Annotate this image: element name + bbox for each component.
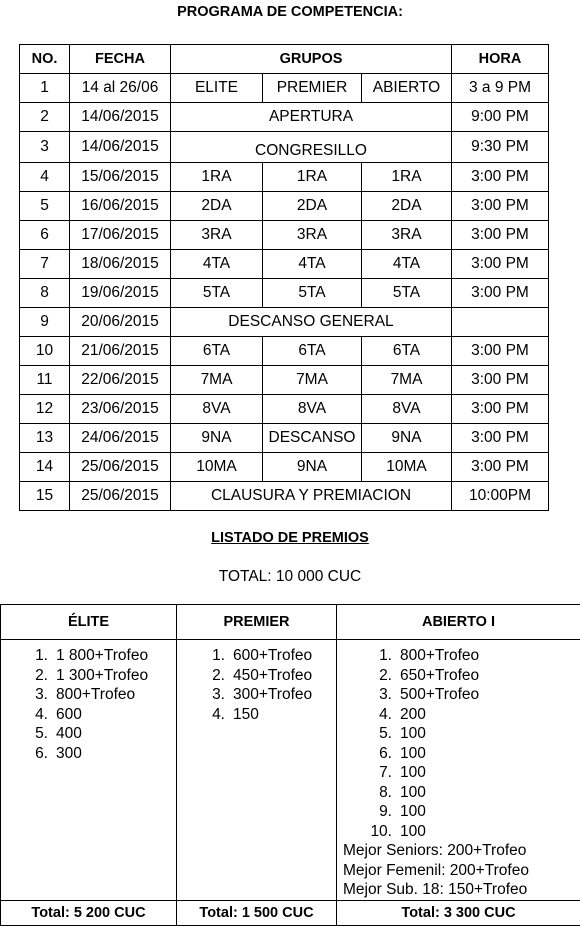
prize-total-premier: Total: 1 500 CUC xyxy=(177,900,337,925)
prize-value: 800+Trofeo xyxy=(400,647,479,664)
row-no: 9 xyxy=(20,308,70,337)
row-hora: 3 a 9 PM xyxy=(452,74,549,103)
prize-rank: 6. xyxy=(337,744,392,764)
schedule-row xyxy=(20,308,549,337)
header-no: NO. xyxy=(20,45,70,74)
row-hora: 3:00 PM xyxy=(452,424,549,453)
row-no: 13 xyxy=(20,424,70,453)
schedule-row xyxy=(20,192,549,221)
row-grupos-merged: CONGRESILLO xyxy=(171,132,452,163)
prize-rank: 3. xyxy=(177,685,225,705)
schedule-row xyxy=(20,74,549,103)
prize-rank: 10. xyxy=(337,822,392,842)
row-fecha: 18/06/2015 xyxy=(70,250,171,279)
row-grupo-premier: 4TA xyxy=(263,250,362,279)
row-grupo-premier: 8VA xyxy=(263,395,362,424)
row-fecha: 22/06/2015 xyxy=(70,366,171,395)
schedule-row xyxy=(20,482,549,511)
prize-rank: 4. xyxy=(1,705,48,725)
schedule-row xyxy=(20,163,549,192)
prize-rank: 9. xyxy=(337,802,392,822)
prize-rank: 2. xyxy=(337,666,392,686)
prize-value: 100 xyxy=(400,784,426,801)
row-hora: 9:30 PM xyxy=(452,132,549,163)
row-fecha: 23/06/2015 xyxy=(70,395,171,424)
prizes-table xyxy=(0,604,580,926)
prize-item xyxy=(337,705,580,725)
prize-rank: 1. xyxy=(337,646,392,666)
prize-rank: 8. xyxy=(337,783,392,803)
prize-list-elite xyxy=(1,640,177,901)
row-fecha: 24/06/2015 xyxy=(70,424,171,453)
row-grupo-elite: 1RA xyxy=(171,163,263,192)
row-no: 3 xyxy=(20,132,70,163)
prize-item xyxy=(337,724,580,744)
row-no: 11 xyxy=(20,366,70,395)
prize-header-abierto: ABIERTO I xyxy=(337,605,580,640)
prize-rank: 1. xyxy=(1,646,48,666)
row-fecha: 21/06/2015 xyxy=(70,337,171,366)
schedule-row xyxy=(20,453,549,482)
row-no: 4 xyxy=(20,163,70,192)
special-prize: Mejor Seniors: 200+Trofeo xyxy=(337,841,580,861)
prize-item xyxy=(1,724,176,744)
header-fecha: FECHA xyxy=(70,45,171,74)
schedule-table xyxy=(19,44,549,511)
row-hora: 3:00 PM xyxy=(452,163,549,192)
row-grupo-abierto: 5TA xyxy=(362,279,452,308)
prize-value: 100 xyxy=(400,823,426,840)
row-grupo-abierto: 7MA xyxy=(362,366,452,395)
prizes-header-row xyxy=(1,605,580,640)
prize-value: 150 xyxy=(233,706,259,723)
prize-item xyxy=(177,705,336,725)
prize-item xyxy=(1,705,176,725)
prize-list-premier xyxy=(177,640,337,901)
row-grupo-premier: 6TA xyxy=(263,337,362,366)
row-no: 12 xyxy=(20,395,70,424)
prize-value: 1 300+Trofeo xyxy=(56,667,148,684)
prizes-list-row xyxy=(1,640,580,901)
prize-total-abierto: Total: 3 300 CUC xyxy=(337,900,580,925)
schedule-header-row xyxy=(20,45,549,74)
prize-item xyxy=(177,646,336,666)
schedule-row xyxy=(20,337,549,366)
prize-value: 600 xyxy=(56,706,82,723)
row-grupo-abierto: 2DA xyxy=(362,192,452,221)
row-hora: 10:00PM xyxy=(452,482,549,511)
row-grupo-elite: 2DA xyxy=(171,192,263,221)
row-grupo-abierto: 4TA xyxy=(362,250,452,279)
row-hora xyxy=(452,308,549,337)
row-fecha: 25/06/2015 xyxy=(70,482,171,511)
prize-rank: 3. xyxy=(337,685,392,705)
row-grupo-premier: 9NA xyxy=(263,453,362,482)
row-hora: 3:00 PM xyxy=(452,395,549,424)
prize-value: 400 xyxy=(56,725,82,742)
row-fecha: 14/06/2015 xyxy=(70,103,171,132)
row-hora: 9:00 PM xyxy=(452,103,549,132)
prize-item xyxy=(177,685,336,705)
prize-item xyxy=(337,744,580,764)
row-hora: 3:00 PM xyxy=(452,279,549,308)
prize-header-premier: PREMIER xyxy=(177,605,337,640)
prizes-total-row xyxy=(1,900,580,925)
row-grupo-premier: DESCANSO xyxy=(263,424,362,453)
prizes-title: LISTADO DE PREMIOS xyxy=(0,530,580,546)
prize-total-elite: Total: 5 200 CUC xyxy=(1,900,177,925)
row-hora: 3:00 PM xyxy=(452,366,549,395)
row-no: 14 xyxy=(20,453,70,482)
row-hora: 3:00 PM xyxy=(452,337,549,366)
schedule-row xyxy=(20,279,549,308)
prize-rank: 5. xyxy=(1,724,48,744)
row-hora: 3:00 PM xyxy=(452,453,549,482)
row-hora: 3:00 PM xyxy=(452,250,549,279)
row-no: 2 xyxy=(20,103,70,132)
prizes-total: TOTAL: 10 000 CUC xyxy=(0,568,580,586)
prize-item xyxy=(337,802,580,822)
row-hora: 3:00 PM xyxy=(452,221,549,250)
prize-item xyxy=(177,666,336,686)
prize-rank: 2. xyxy=(1,666,48,686)
prize-rank: 4. xyxy=(337,705,392,725)
row-grupo-premier: 7MA xyxy=(263,366,362,395)
row-grupos-merged: CLAUSURA Y PREMIACION xyxy=(171,482,452,511)
row-fecha: 16/06/2015 xyxy=(70,192,171,221)
row-grupo-elite: 6TA xyxy=(171,337,263,366)
row-grupos-merged: APERTURA xyxy=(171,103,452,132)
prize-rank: 1. xyxy=(177,646,225,666)
special-prize: Mejor Femenil: 200+Trofeo xyxy=(337,861,580,881)
row-grupo-abierto: 8VA xyxy=(362,395,452,424)
row-grupo-elite: 3RA xyxy=(171,221,263,250)
schedule-row xyxy=(20,366,549,395)
row-grupo-abierto: 3RA xyxy=(362,221,452,250)
prize-value: 100 xyxy=(400,764,426,781)
prize-item xyxy=(1,685,176,705)
prize-value: 300 xyxy=(56,745,82,762)
row-no: 8 xyxy=(20,279,70,308)
prize-rank: 7. xyxy=(337,763,392,783)
row-grupo-elite: 5TA xyxy=(171,279,263,308)
row-fecha: 20/06/2015 xyxy=(70,308,171,337)
row-no: 5 xyxy=(20,192,70,221)
prize-item xyxy=(1,744,176,764)
row-grupo-abierto: 1RA xyxy=(362,163,452,192)
prize-header-elite: ÉLITE xyxy=(1,605,177,640)
prize-item xyxy=(1,666,176,686)
prize-value: 650+Trofeo xyxy=(400,667,479,684)
row-grupo-abierto: ABIERTO xyxy=(362,74,452,103)
row-grupos-merged: DESCANSO GENERAL xyxy=(171,308,452,337)
prize-value: 800+Trofeo xyxy=(56,686,135,703)
row-fecha: 17/06/2015 xyxy=(70,221,171,250)
prize-item xyxy=(1,646,176,666)
prize-value: 200 xyxy=(400,706,426,723)
row-no: 1 xyxy=(20,74,70,103)
row-no: 10 xyxy=(20,337,70,366)
row-grupo-premier: 2DA xyxy=(263,192,362,221)
prize-item xyxy=(337,783,580,803)
schedule-row xyxy=(20,395,549,424)
prize-value: 1 800+Trofeo xyxy=(56,647,148,664)
prize-value: 100 xyxy=(400,745,426,762)
row-grupo-abierto: 6TA xyxy=(362,337,452,366)
row-grupo-elite: 9NA xyxy=(171,424,263,453)
row-fecha: 14/06/2015 xyxy=(70,132,171,163)
row-hora: 3:00 PM xyxy=(452,192,549,221)
row-fecha: 19/06/2015 xyxy=(70,279,171,308)
prize-value: 300+Trofeo xyxy=(233,686,312,703)
prize-item xyxy=(337,646,580,666)
row-grupo-abierto: 10MA xyxy=(362,453,452,482)
schedule-row xyxy=(20,424,549,453)
row-grupo-premier: 1RA xyxy=(263,163,362,192)
prize-rank: 5. xyxy=(337,724,392,744)
row-grupo-elite: ELITE xyxy=(171,74,263,103)
row-grupo-elite: 7MA xyxy=(171,366,263,395)
row-fecha: 15/06/2015 xyxy=(70,163,171,192)
prize-rank: 4. xyxy=(177,705,225,725)
prize-item xyxy=(337,822,580,842)
row-no: 15 xyxy=(20,482,70,511)
row-no: 7 xyxy=(20,250,70,279)
schedule-row xyxy=(20,103,549,132)
header-grupos: GRUPOS xyxy=(171,45,452,74)
special-prize: Mejor Sub. 18: 150+Trofeo xyxy=(337,880,580,900)
prize-rank: 3. xyxy=(1,685,48,705)
row-grupo-elite: 8VA xyxy=(171,395,263,424)
row-grupo-abierto: 9NA xyxy=(362,424,452,453)
row-grupo-elite: 4TA xyxy=(171,250,263,279)
prize-value: 100 xyxy=(400,725,426,742)
prize-value: 600+Trofeo xyxy=(233,647,312,664)
schedule-title: PROGRAMA DE COMPETENCIA: xyxy=(0,4,580,20)
prize-rank: 2. xyxy=(177,666,225,686)
schedule-row xyxy=(20,221,549,250)
row-grupo-elite: 10MA xyxy=(171,453,263,482)
schedule-row xyxy=(20,132,549,163)
row-grupo-premier: 3RA xyxy=(263,221,362,250)
prize-item xyxy=(337,666,580,686)
prize-item xyxy=(337,763,580,783)
row-grupo-premier: PREMIER xyxy=(263,74,362,103)
schedule-row xyxy=(20,250,549,279)
row-fecha: 25/06/2015 xyxy=(70,453,171,482)
prize-value: 100 xyxy=(400,803,426,820)
prize-list-abierto xyxy=(337,640,580,901)
row-grupo-premier: 5TA xyxy=(263,279,362,308)
prize-item xyxy=(337,685,580,705)
header-hora: HORA xyxy=(452,45,549,74)
row-fecha: 14 al 26/06 xyxy=(70,74,171,103)
prize-value: 500+Trofeo xyxy=(400,686,479,703)
prize-rank: 6. xyxy=(1,744,48,764)
prize-value: 450+Trofeo xyxy=(233,667,312,684)
row-no: 6 xyxy=(20,221,70,250)
